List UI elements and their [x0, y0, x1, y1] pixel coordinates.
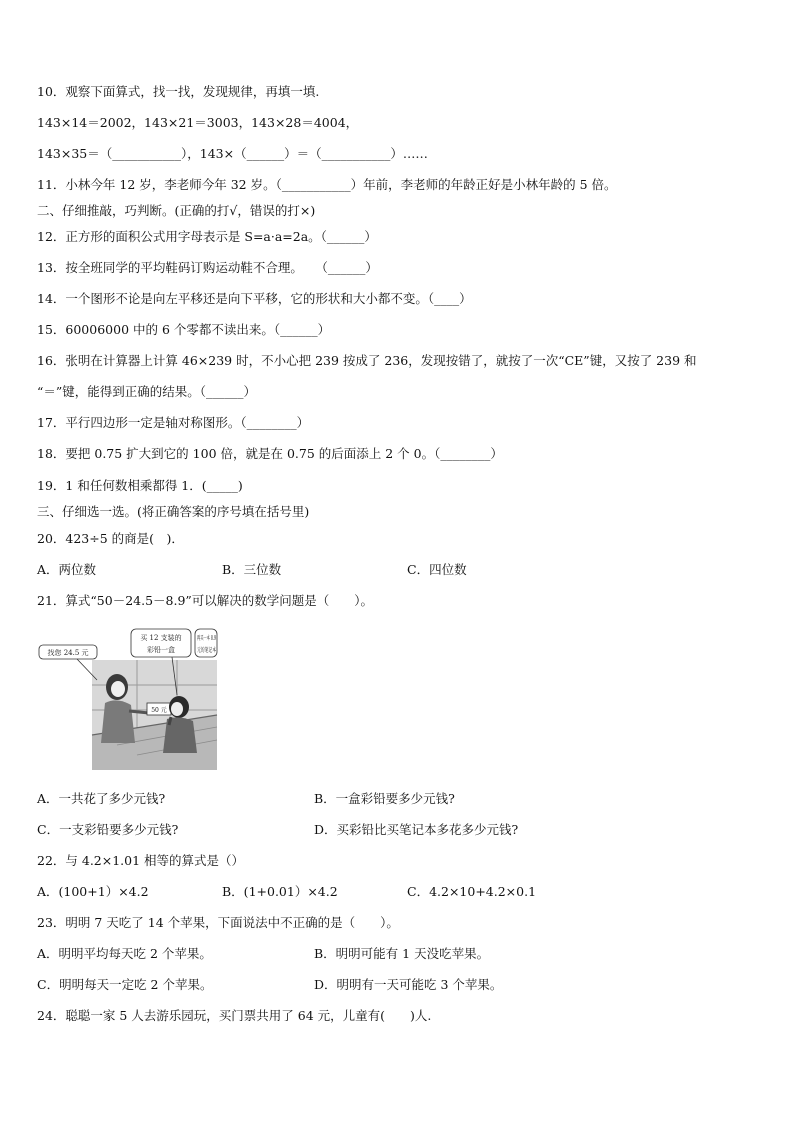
banknote-label: 50 元: [151, 707, 167, 714]
q24: 24．聪聪一家 5 人去游乐园玩，买门票共用了 64 元，儿童有( )人.: [37, 1008, 432, 1023]
q10-title: 10．观察下面算式，找一找，发现规律，再填一填.: [37, 84, 320, 99]
q21-option-c: C．一支彩铅要多少元钱?: [37, 822, 179, 837]
q20-stem: 20．423÷5 的商是( )．: [37, 531, 184, 546]
q16-line1: 16．张明在计算器上计算 46×239 时，不小心把 239 按成了 236，发现按错了，就按了一次“CE”键，又按了 239 和: [37, 353, 697, 368]
q22-stem: 22．与 4.2×1.01 相等的算式是（）: [37, 853, 245, 868]
q19: 19．1 和任何数相乘都得 1．(_____): [37, 478, 243, 493]
q20-option-c: C．四位数: [407, 562, 467, 577]
q21-stem: 21．算式“50－24.5－8.9”可以解决的数学问题是（ ）。: [37, 593, 374, 608]
q23-option-c: C．明明每天一定吃 2 个苹果。: [37, 977, 213, 992]
q22-option-b: B．(1+0.01）×4.2: [222, 884, 338, 899]
q23-option-d: D．明明有一天可能吃 3 个苹果。: [314, 977, 503, 992]
bubble-notebook-line2: 元的笔记本: [197, 647, 228, 654]
bubble-pencils-line1: 买 12 支装的: [140, 634, 182, 642]
q23-option-b: B．明明可能有 1 天没吃苹果。: [314, 946, 490, 961]
q23-option-a: A．明明平均每天吃 2 个苹果。: [37, 946, 212, 961]
section-2-heading: 二、仔细推敲，巧判断。(正确的打√，错误的打×): [37, 203, 316, 218]
q21-option-b: B．一盒彩铅要多少元钱?: [314, 791, 455, 806]
q22-option-c: C．4.2×10+4.2×0.1: [407, 884, 537, 899]
q13: 13．按全班同学的平均鞋码订购运动鞋不合理。 （______）: [37, 260, 378, 275]
shop-illustration: [37, 625, 233, 770]
q17: 17．平行四边形一定是轴对称图形。（________）: [37, 415, 310, 430]
q18: 18．要把 0.75 扩大到它的 100 倍，就是在 0.75 的后面添上 2 个 0。（________）: [37, 446, 503, 461]
q14: 14．一个图形不论是向左平移还是向下平移，它的形状和大小都不变。（____）: [37, 291, 472, 306]
q23-stem: 23．明明 7 天吃了 14 个苹果，下面说法中不正确的是（ ）。: [37, 915, 399, 930]
q21-option-d: D．买彩铅比买笔记本多花多少元钱?: [314, 822, 519, 837]
q15: 15．60006000 中的 6 个零都不读出来。（______）: [37, 322, 331, 337]
q10-fill-blanks: 143×35＝（___________），143×（______）＝（___________）……: [37, 146, 428, 161]
bubble-change-text: 找您 24.5 元: [47, 649, 89, 657]
bubble-notebook-line1: 再买一本 8.9: [197, 635, 233, 642]
q21-option-a: A．一共花了多少元钱?: [37, 791, 166, 806]
q10-equations: 143×14＝2002，143×21＝3003，143×28＝4004，: [37, 115, 359, 130]
q20-option-a: A．两位数: [37, 562, 97, 577]
q22-option-a: A．(100+1）×4.2: [37, 884, 149, 899]
section-3-heading: 三、仔细选一选。(将正确答案的序号填在括号里): [37, 504, 310, 519]
q16-line2: “＝”键，能得到正确的结果。（______）: [37, 384, 257, 399]
q12: 12．正方形的面积公式用字母表示是 S=a·a=2a。（______）: [37, 229, 377, 244]
q11: 11．小林今年 12 岁，李老师今年 32 岁。（___________）年前，李老师的年龄正好是小林年龄的 5 倍。: [37, 177, 617, 192]
bubble-pencils-line2: 彩铅一盒: [147, 646, 175, 654]
q20-option-b: B．三位数: [222, 562, 282, 577]
